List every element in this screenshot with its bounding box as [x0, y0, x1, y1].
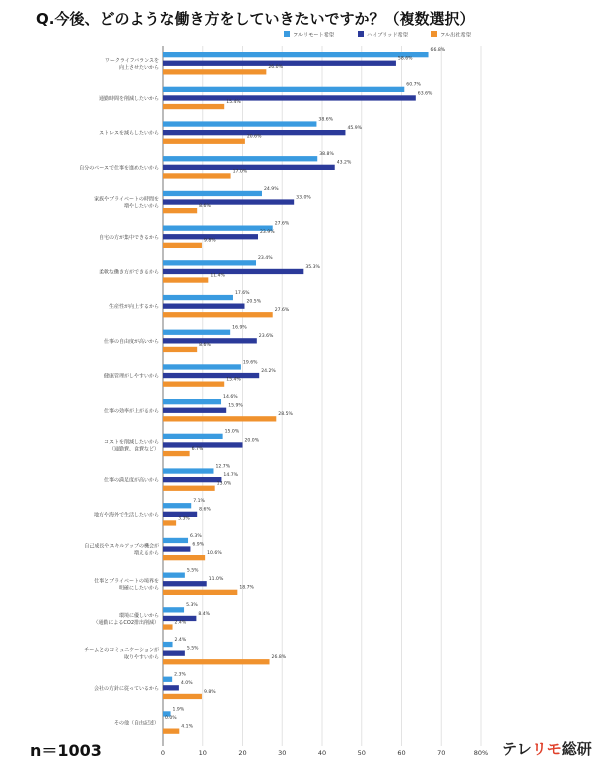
data-label: 2.4% [174, 620, 187, 626]
category-label: 向上させたいから [118, 64, 159, 71]
bar [163, 87, 404, 92]
brand-logo [502, 738, 592, 759]
category-label: 通勤時間を削減したいから [98, 95, 159, 102]
data-label: 10.6% [207, 551, 222, 556]
category-label: 自宅の方が集中できるから [98, 234, 159, 241]
x-tick-label: 50 [357, 749, 366, 757]
data-label: 23.4% [258, 256, 273, 262]
data-label: 38.8% [319, 152, 334, 158]
data-label: 63.6% [417, 91, 433, 97]
category-label: 仕事の効率が上がるから [103, 408, 159, 415]
data-label: 15.0% [224, 429, 240, 435]
data-label: 15.4% [226, 99, 241, 105]
bar [163, 555, 205, 560]
bar [163, 139, 245, 144]
bar [163, 173, 231, 178]
bar [163, 468, 213, 473]
data-label: 20.0% [244, 438, 260, 444]
category-label: 増やしたいから [123, 203, 159, 210]
x-tick-labels [161, 749, 488, 757]
bar [163, 165, 335, 170]
category-label: 家族やプライベートの時間を [94, 196, 159, 203]
category-label: 増えるから [133, 550, 159, 557]
data-label: 17.0% [232, 169, 248, 175]
bar [163, 191, 262, 196]
category-label: 取りやすいから [123, 654, 159, 661]
bar [163, 330, 230, 335]
category-label: （通勤費、食費など） [108, 446, 159, 453]
data-label: 60.7% [406, 82, 421, 88]
data-label: 26.8% [271, 655, 287, 661]
bar [163, 694, 202, 699]
bar [163, 677, 172, 682]
data-label: 58.6% [397, 56, 413, 62]
data-label: 6.3% [190, 533, 202, 539]
data-label: 5.3% [186, 603, 198, 609]
bar [163, 95, 416, 100]
bar [163, 52, 429, 57]
bar [163, 156, 317, 161]
bar [163, 312, 273, 317]
data-label: 23.6% [258, 334, 274, 340]
legend-swatch [358, 31, 364, 37]
data-label: 33.0% [296, 195, 311, 201]
bar [163, 434, 223, 439]
category-label: チームとのコミュニケーションが [84, 647, 159, 654]
category-label: ワークライフバランスを [104, 57, 159, 64]
data-label: 7.1% [193, 499, 205, 505]
data-label: 0.0% [165, 715, 177, 721]
data-label: 9.8% [203, 689, 216, 695]
data-label: 27.6% [274, 221, 290, 227]
bar [163, 269, 303, 274]
bar [163, 121, 316, 126]
data-label: 4.0% [180, 681, 193, 687]
data-label: 15.9% [228, 403, 243, 409]
bar [163, 581, 207, 586]
category-label: 自己成長やスキルアップの機会が [84, 543, 159, 550]
data-label: 15.4% [226, 377, 241, 383]
legend [284, 31, 471, 39]
category-label: 環境に優しいから [118, 612, 159, 619]
category-label: その他（自由記述） [113, 720, 159, 727]
category-label: 生産性が向上するから [108, 304, 159, 311]
bar [163, 408, 226, 413]
bar [163, 607, 184, 612]
bar [163, 651, 185, 656]
data-label: 24.9% [263, 186, 279, 192]
bar [163, 503, 191, 508]
bar [163, 659, 270, 664]
data-label: 8.4% [198, 611, 211, 617]
bar [163, 729, 179, 734]
data-label: 45.9% [347, 126, 363, 131]
data-label: 2.3% [174, 672, 186, 678]
sample-size: n＝1003 [30, 741, 102, 760]
bar [163, 208, 197, 213]
category-label: 明確にしたいから [118, 585, 159, 592]
legend-label: フル出社希望 [440, 32, 471, 39]
bar [163, 590, 237, 595]
bar [163, 382, 224, 387]
legend-swatch [431, 31, 437, 37]
data-label: 17.6% [234, 290, 250, 296]
bar [163, 546, 190, 551]
value-labels [165, 47, 446, 730]
category-labels [79, 58, 159, 727]
data-label: 5.5% [186, 568, 199, 574]
x-tick-label: 20 [238, 749, 247, 757]
data-label: 13.0% [216, 481, 232, 487]
bar [163, 304, 244, 309]
grid-lines [163, 46, 481, 746]
bar [163, 624, 173, 629]
data-label: 5.5% [186, 646, 199, 652]
data-label: 1.9% [172, 707, 185, 713]
category-label: 仕事とプライベートの境界を [94, 578, 159, 585]
data-label: 8.6% [199, 342, 211, 348]
bar [163, 104, 224, 109]
x-tick-label: 60 [397, 749, 406, 757]
x-tick-label: 40 [317, 749, 327, 757]
bar [163, 243, 202, 248]
x-tick-label: 0 [160, 749, 166, 757]
x-tick-label: 10 [198, 749, 207, 757]
category-label: 仕事の自由度が高いから [103, 338, 159, 345]
data-label: 27.6% [274, 308, 290, 314]
data-label: 8.6% [199, 204, 211, 209]
bar [163, 373, 259, 378]
data-label: 19.6% [242, 360, 258, 366]
legend-swatch [284, 31, 290, 37]
x-tick-label: 80% [473, 749, 489, 757]
data-label: 4.1% [181, 724, 193, 730]
data-label: 43.2% [336, 160, 352, 166]
category-label: 自分のペースで仕事を進めたいから [79, 165, 159, 172]
x-tick-label: 70 [437, 749, 446, 757]
category-label: （通勤によるCO2排出削減） [93, 619, 159, 626]
bar [163, 685, 179, 690]
category-label: コストを削減したいから [103, 439, 159, 446]
logo-part-3: 総研 [561, 740, 592, 758]
data-label: 8.6% [199, 507, 211, 513]
category-label: 健康管理がしやすいから [103, 373, 159, 380]
bar [163, 520, 176, 525]
x-tick-label: 30 [278, 749, 287, 757]
category-label: 地方や海外で生活したいから [93, 512, 159, 519]
bar [163, 538, 188, 543]
data-label: 11.4% [210, 273, 225, 279]
data-label: 14.6% [223, 395, 238, 400]
data-label: 20.6% [246, 134, 262, 140]
data-label: 23.9% [260, 230, 275, 236]
category-label: 柔軟な働き方ができるから [98, 269, 159, 276]
data-label: 12.7% [215, 464, 231, 470]
data-label: 35.3% [305, 264, 320, 270]
bar [163, 295, 233, 300]
bar [163, 69, 266, 74]
data-label: 66.8% [430, 48, 446, 53]
data-label: 24.2% [261, 368, 276, 374]
legend-label: ハイブリッド希望 [367, 32, 408, 39]
data-label: 28.5% [278, 412, 293, 418]
bar [163, 573, 185, 578]
data-label: 6.9% [192, 542, 205, 548]
legend-label: フルリモート希望 [293, 32, 335, 39]
bar [163, 226, 273, 231]
bar [163, 260, 256, 265]
bar [163, 486, 215, 491]
bar [163, 364, 241, 369]
category-label: ストレスを減らしたいから [99, 130, 159, 137]
chart-title: Q.今後、どのような働き方をしていきたいですか？（複数選択） [36, 10, 475, 28]
category-label: 仕事の満足度が高いから [103, 477, 159, 484]
data-label: 18.7% [239, 585, 254, 591]
bar [163, 399, 221, 404]
data-label: 26.0% [268, 65, 283, 71]
data-label: 6.7% [191, 446, 204, 452]
data-label: 14.7% [223, 473, 239, 478]
bar [163, 477, 221, 482]
data-label: 38.6% [318, 117, 334, 123]
logo-part-1: テレ [502, 740, 532, 758]
bar [163, 416, 276, 421]
bar [163, 199, 294, 204]
category-label: 会社の方針に従っているから [93, 685, 159, 692]
bar [163, 642, 173, 647]
data-label: 3.3% [178, 516, 190, 522]
data-label: 20.5% [246, 299, 262, 305]
logo-part-2: リモ [531, 740, 562, 758]
bar [163, 277, 208, 282]
bar [163, 347, 197, 352]
bar [163, 451, 190, 456]
data-label: 16.9% [232, 325, 247, 331]
data-label: 9.8% [203, 238, 216, 244]
data-label: 2.4% [174, 637, 187, 643]
data-label: 11.0% [208, 577, 224, 583]
